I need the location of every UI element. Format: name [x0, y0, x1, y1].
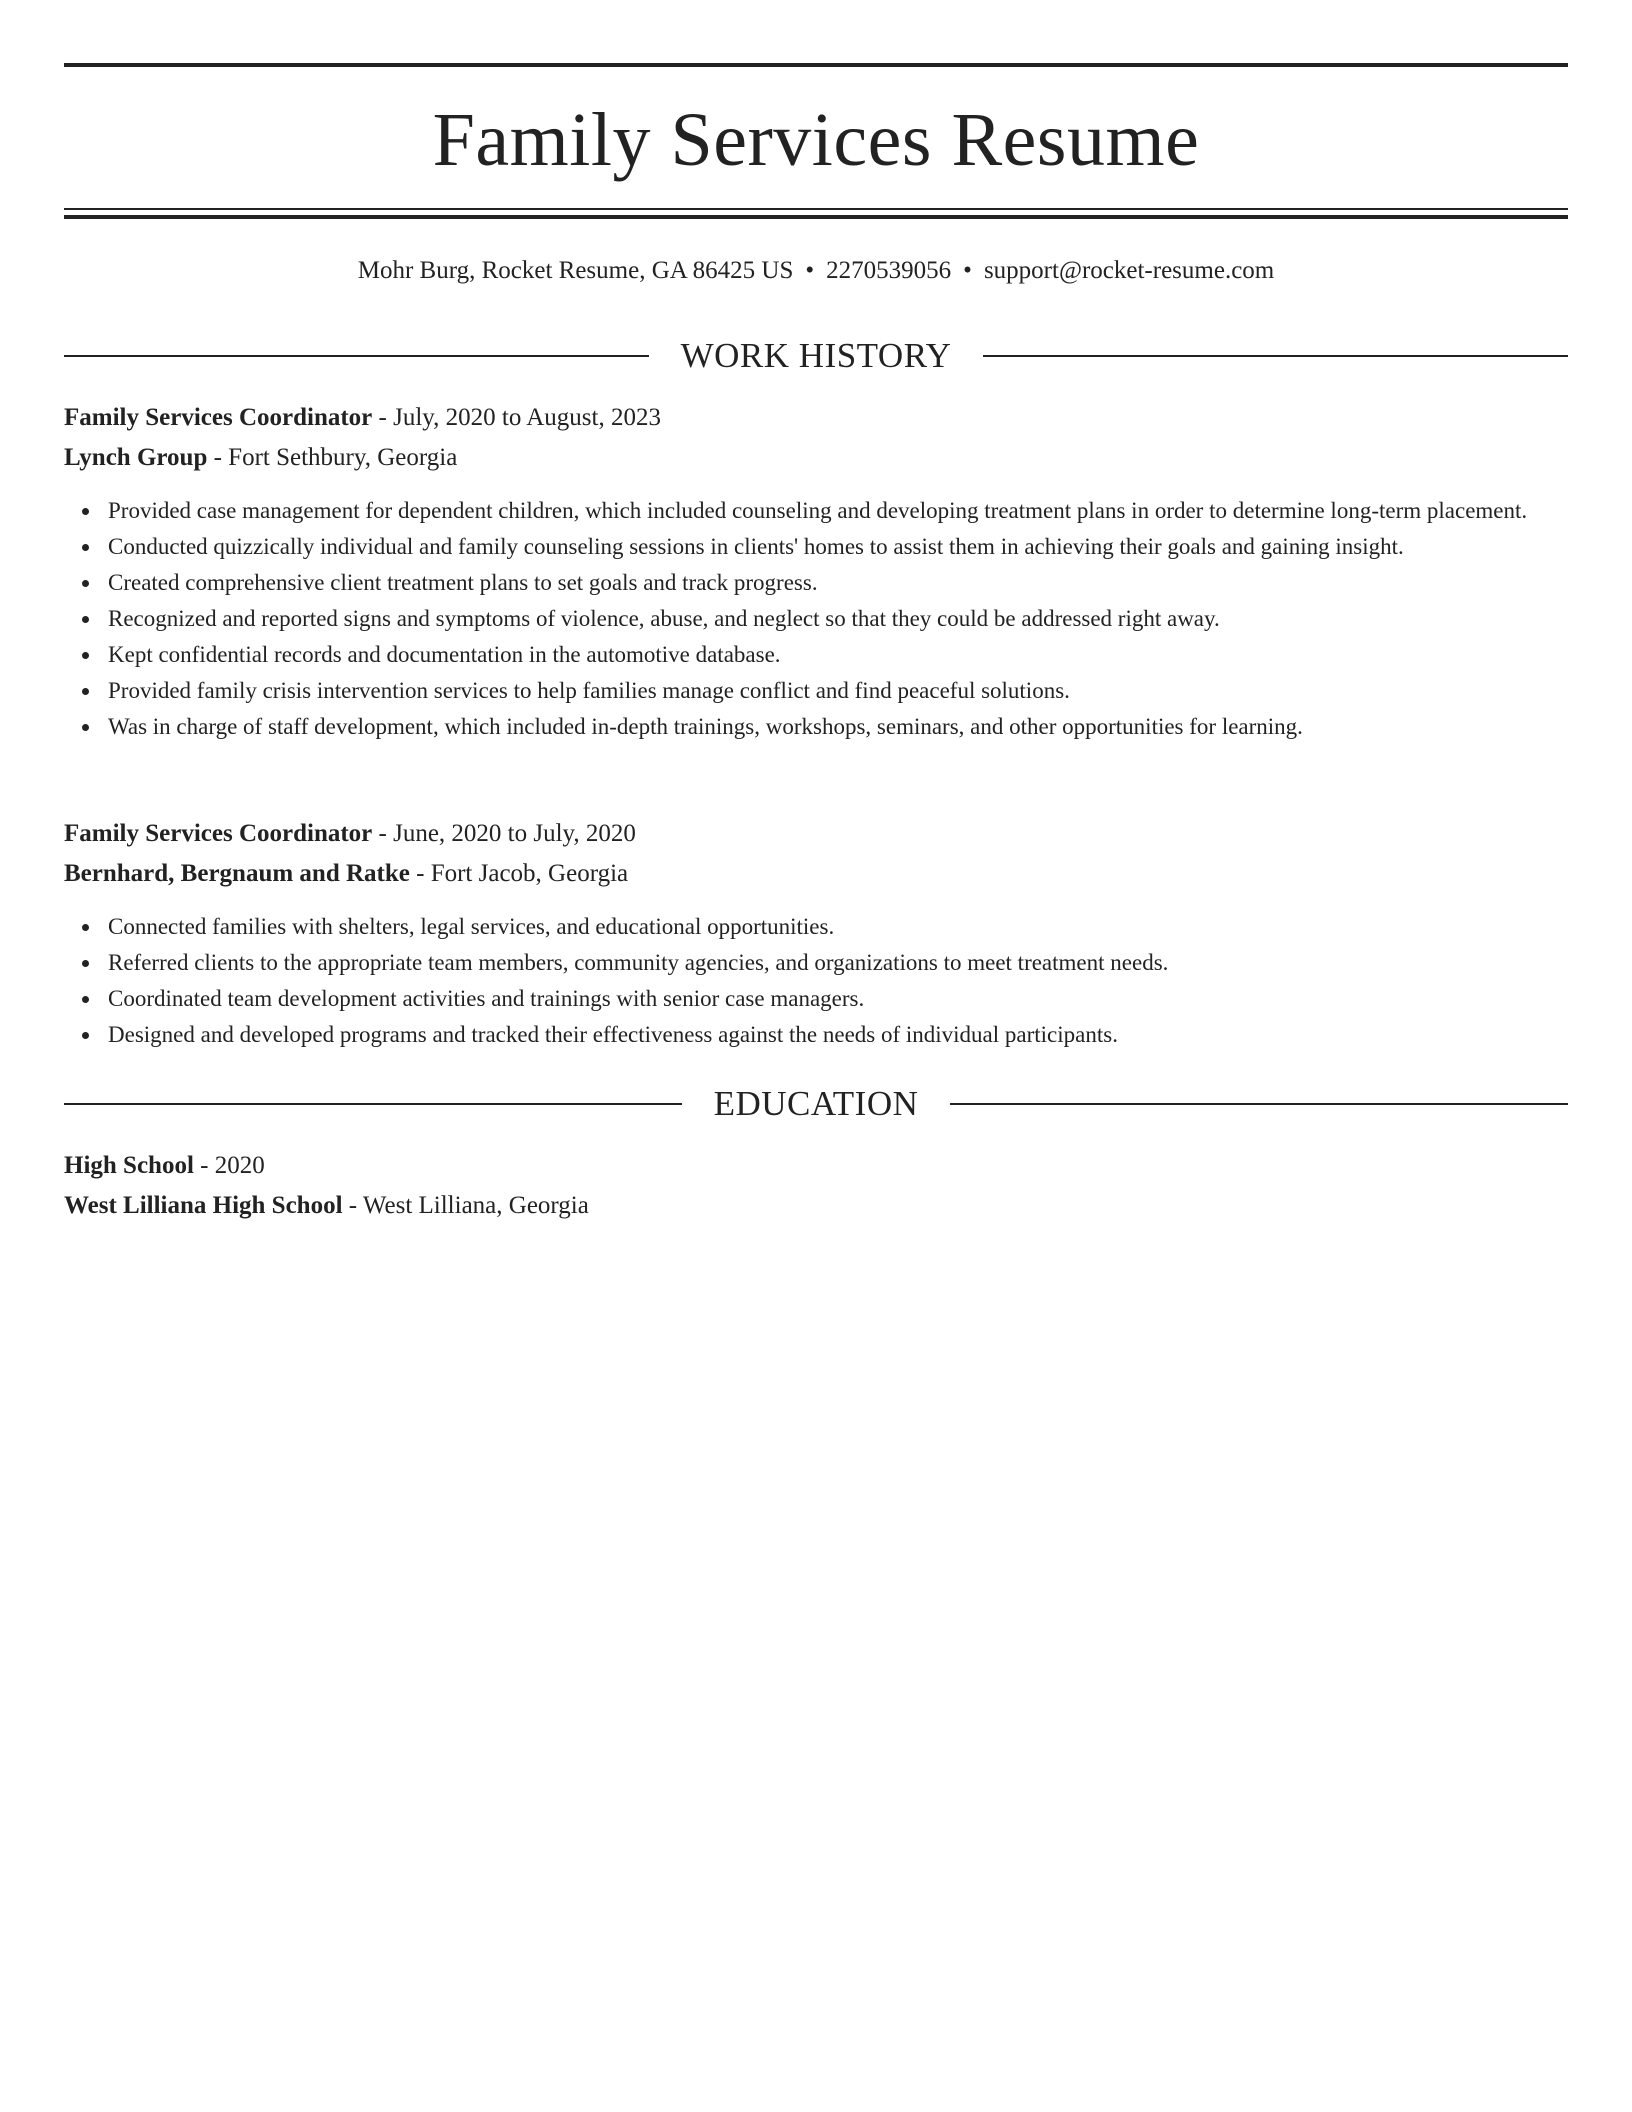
list-item: Conducted quizzically individual and family counseling sessions in clients' homes to assist them in achieving their goals and gaining insight. — [108, 529, 1568, 565]
education-label: EDUCATION — [713, 1084, 919, 1123]
top-divider — [64, 63, 1568, 67]
heading-rule-left — [64, 355, 649, 357]
job-company-line — [64, 441, 1568, 475]
list-item: Provided family crisis intervention services to help families manage conflict and find peaceful solutions. — [108, 673, 1568, 709]
job-dates: - July, 2020 to August, 2023 — [372, 404, 661, 431]
education-heading — [64, 1082, 1568, 1126]
contact-separator: • — [963, 257, 972, 284]
list-item: Provided case management for dependent children, which included counseling and developing treatment plans in order to determine long-term placement. — [108, 493, 1568, 529]
education-school-line — [64, 1189, 1568, 1223]
job-title-line — [64, 817, 1568, 851]
list-item: Kept confidential records and documentation in the automotive database. — [108, 637, 1568, 673]
title-divider-thin — [64, 208, 1568, 210]
education-location: - West Lilliana, Georgia — [342, 1192, 589, 1219]
list-item: Connected families with shelters, legal services, and educational opportunities. — [108, 909, 1568, 945]
education-degree-line — [64, 1149, 1568, 1183]
list-item: Coordinated team development activities and trainings with senior case managers. — [108, 981, 1568, 1017]
list-item: Referred clients to the appropriate team members, community agencies, and organizations to meet treatment needs. — [108, 945, 1568, 981]
job-dates: - June, 2020 to July, 2020 — [372, 820, 636, 847]
heading-rule-left — [64, 1103, 682, 1105]
job-location: - Fort Sethbury, Georgia — [207, 444, 458, 471]
job-title: Family Services Coordinator — [64, 820, 373, 847]
job-title-line — [64, 401, 1568, 435]
contact-email: support@rocket-resume.com — [983, 257, 1275, 284]
education-year: - 2020 — [193, 1152, 265, 1179]
list-item: Was in charge of staff development, which included in-depth trainings, workshops, seminars, and other opportunities for learning. — [108, 709, 1568, 745]
work-history-heading — [64, 334, 1568, 378]
education-school: West Lilliana High School — [64, 1192, 343, 1219]
list-item: Designed and developed programs and tracked their effectiveness against the needs of individual participants. — [108, 1017, 1568, 1053]
job-title: Family Services Coordinator — [64, 404, 373, 431]
work-history-label: WORK HISTORY — [680, 336, 952, 375]
list-item: Created comprehensive client treatment plans to set goals and track progress. — [108, 565, 1568, 601]
contact-line — [64, 254, 1568, 288]
job-bullets — [64, 493, 1568, 745]
resume-title: Family Services Resume — [432, 98, 1200, 182]
heading-rule-right — [983, 355, 1568, 357]
job-bullets — [64, 909, 1568, 1053]
education-degree: High School — [64, 1152, 194, 1179]
contact-address: Mohr Burg, Rocket Resume, GA 86425 US — [357, 257, 794, 284]
job-company: Lynch Group — [64, 444, 208, 471]
title-divider-thick — [64, 215, 1568, 219]
job-location: - Fort Jacob, Georgia — [409, 860, 629, 887]
job-company-line — [64, 857, 1568, 891]
job-company: Bernhard, Bergnaum and Ratke — [64, 860, 410, 887]
heading-rule-right — [950, 1103, 1568, 1105]
list-item: Recognized and reported signs and symptoms of violence, abuse, and neglect so that they could be addressed right away. — [108, 601, 1568, 637]
contact-phone: 2270539056 — [826, 257, 952, 284]
contact-separator: • — [805, 257, 815, 284]
